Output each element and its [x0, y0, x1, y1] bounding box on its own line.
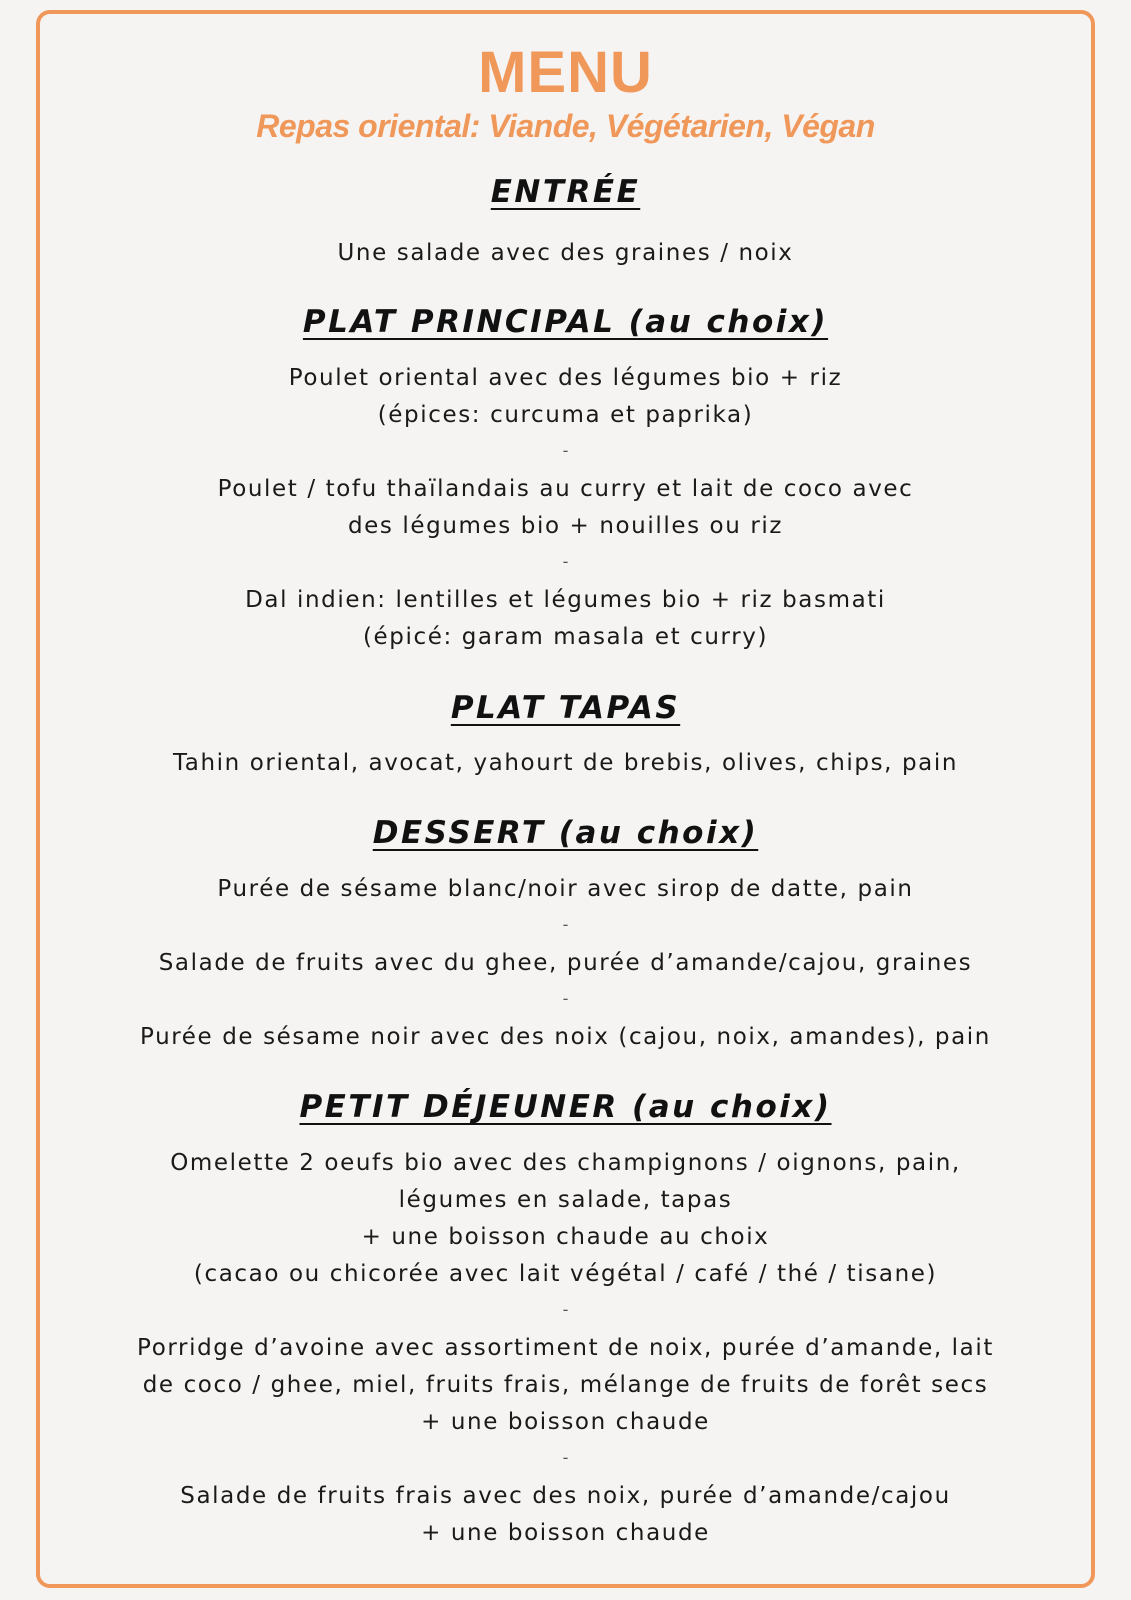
petit-dejeuner-line: Salade de fruits frais avec des noix, purée d’amande/cajou	[180, 1483, 951, 1509]
petit-dejeuner-separator: -	[562, 1300, 569, 1319]
plat-principal-line: Poulet / tofu thaïlandais au curry et lait de coco avec	[217, 476, 914, 502]
section-heading-plat-principal: PLAT PRINCIPAL (au choix)	[302, 304, 829, 340]
plat-principal-line: des légumes bio + nouilles ou riz	[347, 513, 784, 539]
petit-dejeuner-line: Omelette 2 oeufs bio avec des champignons / oignons, pain,	[170, 1150, 961, 1176]
dessert-separator: -	[562, 915, 569, 934]
petit-dejeuner-line: légumes en salade, tapas	[398, 1187, 733, 1213]
section-heading-dessert: DESSERT (au choix)	[372, 815, 759, 851]
section-heading-entree: ENTRÉE	[490, 174, 641, 210]
dessert-line: Purée de sésame blanc/noir avec sirop de datte, pain	[217, 876, 914, 902]
plat-principal-line: Poulet oriental avec des légumes bio + riz	[288, 365, 843, 391]
petit-dejeuner-line: (cacao ou chicorée avec lait végétal / café / thé / tisane)	[193, 1261, 938, 1287]
plat-tapas-line: Tahin oriental, avocat, yahourt de brebis, olives, chips, pain	[172, 750, 959, 776]
petit-dejeuner-line: Porridge d’avoine avec assortiment de noix, purée d’amande, lait	[137, 1335, 994, 1361]
petit-dejeuner-line: + une boisson chaude	[421, 1520, 710, 1546]
menu-subtitle: Repas oriental: Viande, Végétarien, Végan	[256, 108, 875, 144]
dessert-separator: -	[562, 989, 569, 1008]
petit-dejeuner-line: de coco / ghee, miel, fruits frais, mélange de fruits de forêt secs	[142, 1372, 989, 1398]
plat-principal-line: Dal indien: lentilles et légumes bio + riz basmati	[245, 587, 886, 613]
plat-principal-line: (épicé: garam masala et curry)	[362, 624, 769, 650]
petit-dejeuner-line: + une boisson chaude au choix	[361, 1224, 770, 1250]
section-heading-petit-dejeuner: PETIT DÉJEUNER (au choix)	[299, 1089, 832, 1125]
dessert-line: Purée de sésame noir avec des noix (cajou, noix, amandes), pain	[140, 1024, 991, 1050]
plat-principal-line: (épices: curcuma et paprika)	[377, 402, 754, 428]
plat-principal-separator: -	[562, 552, 569, 571]
plat-principal-separator: -	[562, 441, 569, 460]
dessert-line: Salade de fruits avec du ghee, purée d’amande/cajou, graines	[158, 950, 973, 976]
section-heading-plat-tapas: PLAT TAPAS	[450, 690, 681, 726]
entree-line: Une salade avec des graines / noix	[337, 240, 794, 266]
menu-title: MENU	[478, 40, 653, 105]
petit-dejeuner-line: + une boisson chaude	[421, 1409, 710, 1435]
petit-dejeuner-separator: -	[562, 1448, 569, 1467]
